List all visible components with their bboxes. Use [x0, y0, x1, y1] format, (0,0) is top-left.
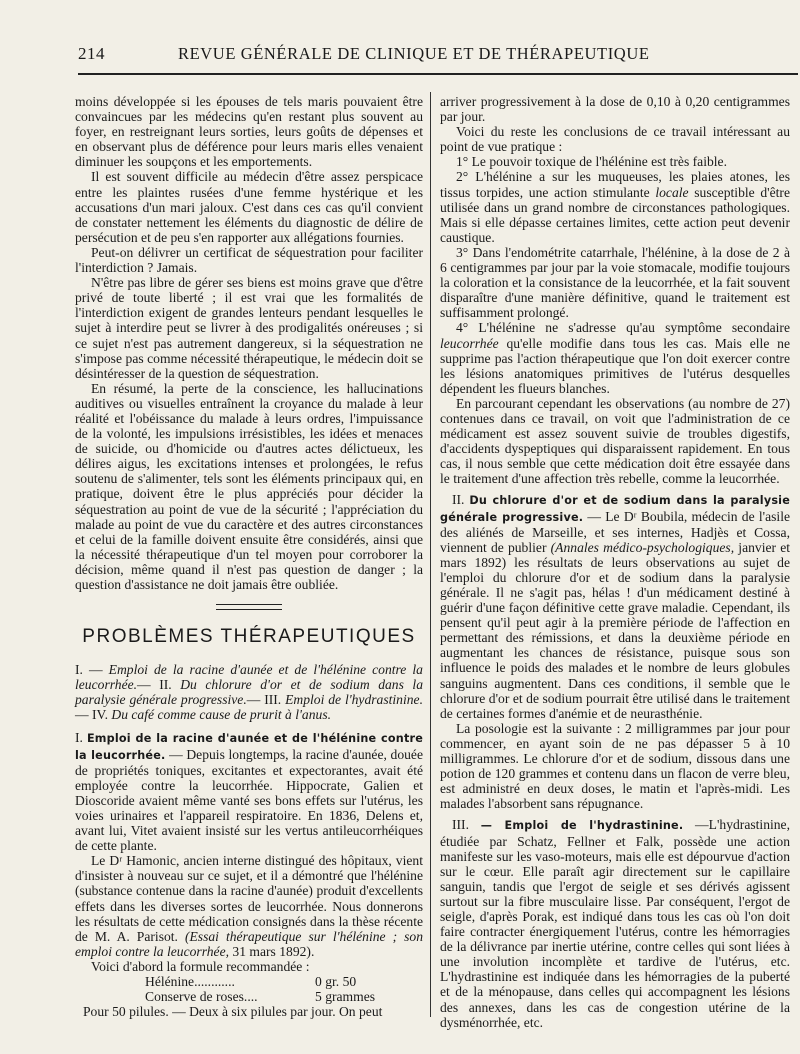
c4-text-b: qu'elle modifie dans tous les cas. Mais elle ne supprime pas l'action thérapeutique que l'on doit exercer contre les lésions anatomiques primitives de l'utérus desquelles dépendent les flueurs blanches.	[440, 335, 790, 396]
summary-2-num: — II.	[137, 677, 181, 693]
c2-text-a: 2° L'hélénine a sur les muqueuses, les plaies atones, les tissus torpides, une action stimulante	[440, 169, 790, 200]
s1-p2-date: 31 mars 1892).	[229, 943, 315, 959]
conclusion-2	[440, 169, 790, 244]
c4-italic: leucorrhée	[440, 335, 499, 351]
formula-ingredient-name: Conserve de roses	[145, 989, 244, 1005]
summary-4-title: Du café comme cause de prurit à l'anus.	[111, 707, 332, 723]
formula-dots: ....	[243, 989, 258, 1005]
subsection-3-text: —L'hydrastinine, étudiée par Schatz, Fellner et Falk, possède une action manifeste sur les vaso-moteurs, mais elle est dépourvue d'action sur le cœur. Elle paraît agir directement sur le capillaire sanguin, tandis que l'ergot de seigle et ses dérivés agissent surtout sur la fibre musculaire lisse. Par conséquent, l'ergot de seigle, d'après Porak, est indiqué dans tous les cas où l'on doit faire contracter énergiquement l'utérus, contre les hémorragies de la délivrance par inertie utérine, contre celles qui sont liées à une involution incomplète et tardive de l'utérus, etc. L'hydrastinine est indiquée dans les hémorragies de la puberté et de la ménopause, dans celles qui accompagnent les lésions des annexes, dans les cas de congestion utérine de la dysménorrhée, etc.	[440, 817, 790, 1030]
formula-table	[75, 974, 423, 1004]
formula-instructions: Pour 50 pilules. — Deux à six pilules par jour. On peut	[83, 1004, 383, 1020]
summary-1-num: I. —	[75, 662, 109, 678]
subsection-2-paragraph-2: La posologie est la suivante : 2 milligrammes par jour pour commencer, en ayant soin de ne pas dépasser 5 à 10 milligrammes. Le chlorure d'or et de sodium, dissous dans une potion de 120 grammes et contenu dans un flacon de verre bleu, est administré en deux doses, le matin et l'après-midi. Les malades l'absorbent sans répugnance.	[440, 720, 790, 812]
formula-dots: ............	[194, 973, 235, 989]
summary-3-num: — III.	[246, 692, 286, 708]
page-number: 214	[78, 44, 105, 63]
section-title: PROBLÈMES THÉRAPEUTIQUES	[82, 626, 416, 648]
formula-quantity: 0 gr. 50	[315, 973, 357, 989]
section-summary	[75, 662, 423, 722]
s2-citation: (Annales médico-psychologiques,	[550, 539, 735, 555]
right-column	[440, 94, 790, 1030]
running-title: REVUE GÉNÉRALE DE CLINIQUE ET DE THÉRAPEUTIQUE	[178, 44, 650, 63]
left-paragraph-4: N'être pas libre de gérer ses biens est moins grave que d'être privé de toute liberté ; il est vrai que les formalités de l'interdiction exigent de grandes lenteurs pendant lesquelles le sujet à interdire peut se livrer à des prodigalités onéreuses ; si ce sujet n'est pas autrement dangereux, si la séquestration ne s'impose pas comme nécessité thérapeutique, le médecin doit se désintéresser de la question de séquestration.	[75, 275, 423, 381]
subsection-2-num: II.	[452, 492, 470, 508]
subsection-3	[440, 817, 790, 1029]
subsection-1-num: I.	[75, 730, 87, 746]
c4-text-a: 4° L'hélénine ne s'adresse qu'au symptôme secondaire	[456, 320, 790, 336]
subsection-1-heading: Emploi de la racine d'aunée et de l'hélénine contre la leucorrhée.	[75, 732, 423, 762]
running-header	[0, 40, 800, 70]
s2-text-b: janvier et mars 1892) les résultats de leurs observations au sujet de l'emploi du chlorure d'or et de sodium dans la paralysie générale. Il ne s'agit pas, hélas ! d'un médicament destiné à guérir d'une façon définitive cette grave maladie. Cependant, ils pensent qu'il peut agir à la première période de l'affection en permettant des rémissions, et dans la deuxième période en augmentant les chances de résistance, puisque sous son influence le poids des malades et le nombre de leurs globules sanguins augmentent. Dans ces conditions, il semble que le chlorure d'or et de sodium pourrait être utilisé dans le traitement de certaines formes d'anémie et de neurasthénie.	[440, 539, 790, 721]
formula-ingredient-name: Hélénine	[145, 973, 195, 989]
right-paragraph-3: En parcourant cependant les observations (au nombre de 27) contenues dans ce travail, on voit que l'administration de ce médicament est assez souvent suivie de troubles digestifs, d'accidents dyspeptiques qui disparaissent rapidement. En tous cas, il nous semble que cette médication doit être essayée dans le traitement d'une affection très rebelle, comme la leucorrhée.	[440, 395, 790, 487]
header-rule	[78, 73, 798, 75]
conclusion-3: 3° Dans l'endométrite catarrhale, l'hélénine, à la dose de 2 à 6 centigrammes par jour par la voie stomacale, modifie toujours la coloration et la consistance de la leucorrhée, et la fait souvent disparaître d'une manière définitive, quand le traitement est suffisamment prolongé.	[440, 244, 790, 321]
formula-ingredient	[75, 989, 305, 1004]
summary-2-title: Du chlorure d'or et de sodium dans la paralysie générale progressive.	[75, 677, 423, 708]
summary-4-num: — IV.	[75, 707, 112, 723]
column-divider	[430, 92, 431, 1017]
c2-italic: locale	[655, 184, 689, 200]
right-paragraph-2: Voici du reste les conclusions de ce travail intéressant au point de vue pratique :	[440, 124, 790, 155]
left-paragraph-2: Il est souvent difficile au médecin d'être assez perspicace entre les plaintes rusées d'une femme hystérique et les accusations d'un mari jaloux. C'est dans ces cas qu'il convient de constater nettement les éléments du diagnostic de délire de persécution et de peu s'en rapporter aux allégations fournies.	[75, 169, 423, 245]
s2-text-a: — Le Dʳ Boubila, médecin de l'asile des aliénés de Marseille, et ses internes, Hadjès et Cossa, viennent de publier	[440, 508, 790, 555]
s1-p2-text: Le Dʳ Hamonic, ancien interne distingué des hôpitaux, vient d'insister à nouveau sur ce sujet, et il a démontré que l'hélénine (substance contenue dans la racine d'aunée) produit d'excellents effets dans les diverses sortes de leucorrhée. Nous donnerons les résultats de cette médication consignés dans la thèse récente de M. A. Parisot.	[75, 853, 423, 944]
subsection-2-heading: Du chlorure d'or et de sodium dans la paralysie générale progressive.	[440, 494, 790, 524]
subsection-1-paragraph-2	[75, 853, 423, 959]
formula-row	[75, 974, 423, 989]
formula-quantity: 5 grammes	[315, 989, 376, 1005]
s1-p2-citation: (Essai thérapeutique sur l'hélénine ; son emploi contre la leucorrhée,	[75, 928, 423, 959]
left-paragraph-3: Peut-on délivrer un certificat de séquestration pour faciliter l'interdiction ? Jamais.	[75, 244, 423, 276]
subsection-2	[440, 492, 790, 720]
left-column	[75, 94, 423, 1019]
left-paragraph-5: En résumé, la perte de la conscience, les hallucinations auditives ou visuelles entraînent la croyance du malade à leur réalité et l'obéissance du malade à leurs ordres, l'impuissance de la volonté, les impulsions irrésistibles, les idées et menaces de suicide, ou d'homicide ou d'autres actes délictueux, les délires aigus, les excitations intenses et prolongées, le refus soutenu de s'alimenter, tels sont les éléments principaux qui, en pratique, doivent être le plus appréciés pour décider la séquestration au point de vue de la sécurité ; l'appréciation du malade au point de vue du caractère et des autres circonstances et celui de la famille doivent ensuite être considérés, ainsi que la nécessité thérapeutique d'un tel moyen pour corroborer la décision, même quand il n'est pas question de danger ; la question d'assistance ne doit jamais être oubliée.	[75, 380, 423, 592]
section-separator	[216, 604, 282, 610]
right-paragraph-1: arriver progressivement à la dose de 0,10 à 0,20 centigrammes par jour.	[440, 94, 790, 125]
subsection-3-heading: — Emploi de l'hydrastinine.	[480, 819, 684, 833]
subsection-3-num: III.	[452, 817, 481, 833]
formula-row	[75, 989, 423, 1004]
subsection-1	[75, 730, 423, 853]
summary-1-title: Emploi de la racine d'aunée et de l'hélénine contre la leucorrhée.	[75, 662, 423, 693]
conclusion-1: 1° Le pouvoir toxique de l'hélénine est très faible.	[456, 154, 727, 170]
formula-ingredient	[75, 974, 305, 989]
left-paragraph-1: moins développée si les épouses de tels maris pouvaient être convaincues par les médecins qu'en restant plus souvent au foyer, en restreignant leurs sorties, leurs goûts de dépenses et en observant plus de déférence pour leurs maris elles venaient diminuer les soupçons et les emportements.	[75, 94, 423, 170]
subsection-1-text: — Depuis longtemps, la racine d'aunée, douée de propriétés toniques, excitantes et expectorantes, avait été employée contre la leucorrhée. Hippocrate, Galien et Dioscoride avaient même vanté ses bons effets sur l'utérus, les voies urinaires et l'appareil respiratoire. En 1836, Delens et, avant lui, Vitet avaient insisté sur les vertus antileucorrhéiques de cette plante.	[75, 746, 423, 854]
summary-3-title: Emploi de l'hydrastinine.	[285, 692, 423, 708]
conclusion-4	[440, 320, 790, 395]
c2-text-b: susceptible d'être utilisée dans un grand nombre de circonstances pathologiques. Mais si elle dépasse certaines limites, cette action peut devenir caustique.	[440, 184, 790, 245]
subsection-1-paragraph-3: Voici d'abord la formule recommandée :	[91, 958, 310, 974]
